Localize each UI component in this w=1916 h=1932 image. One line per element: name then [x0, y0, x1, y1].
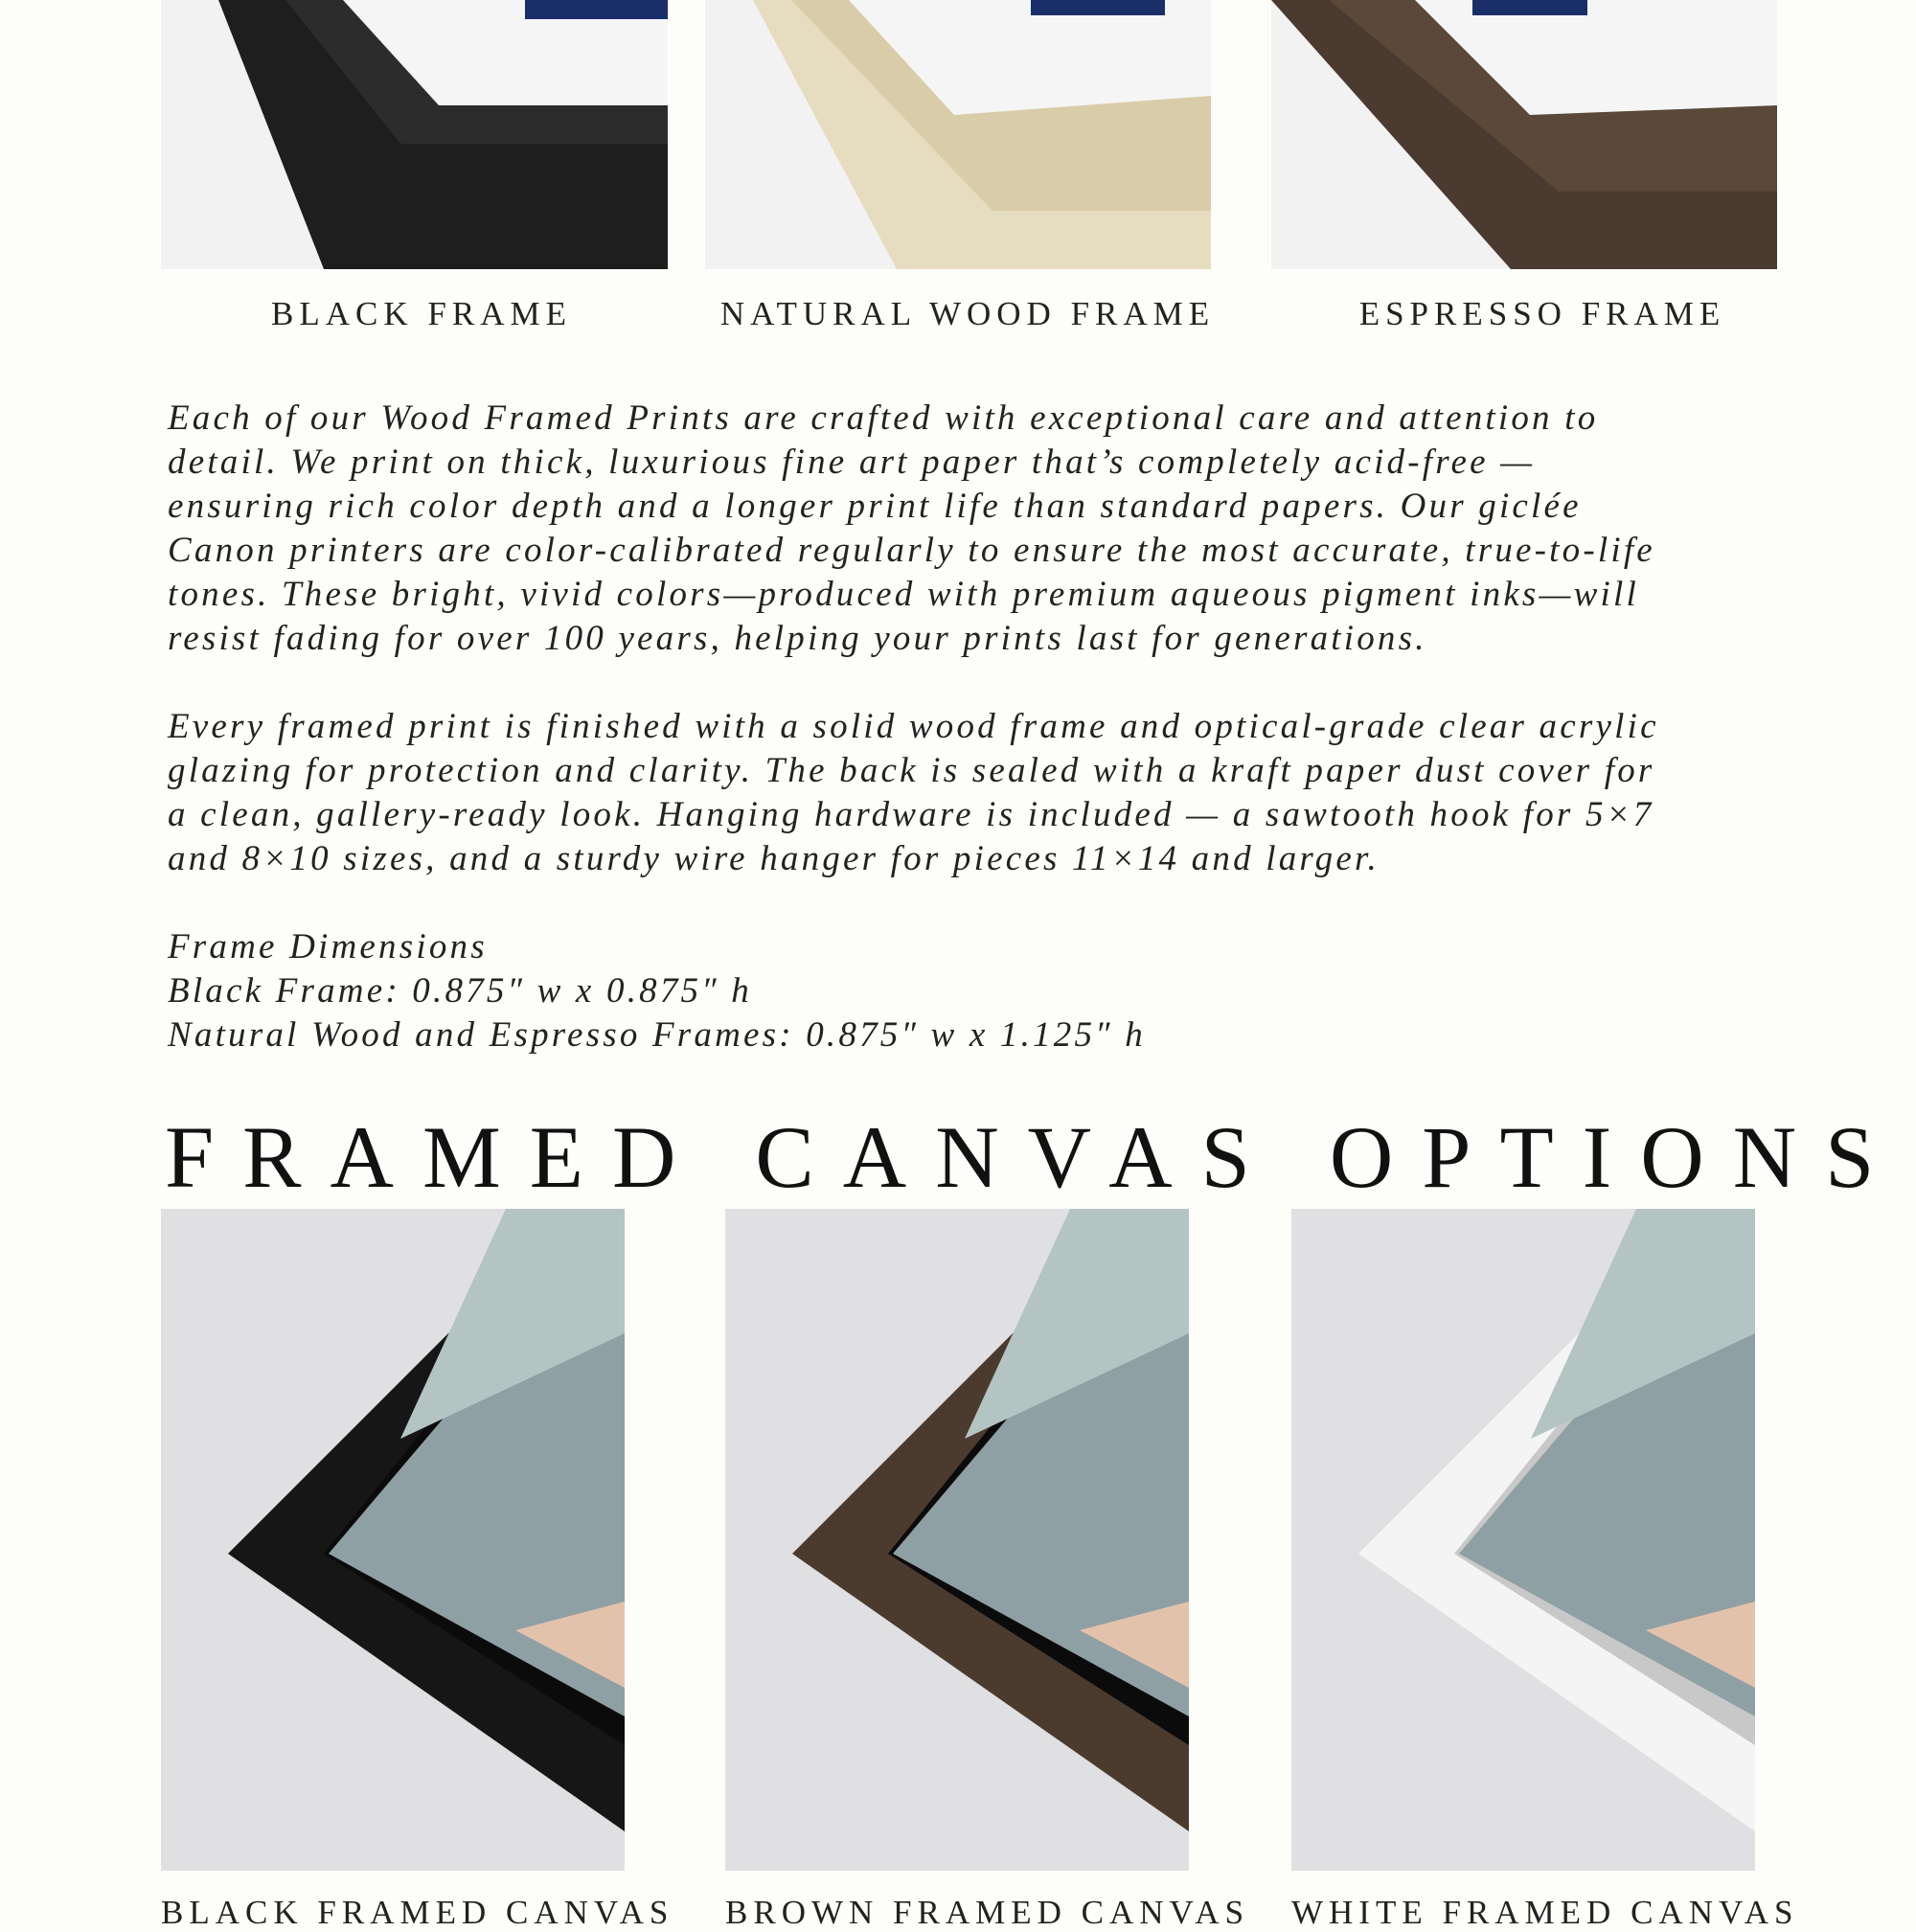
text-line: ensuring rich color depth and a longer print life than standard papers. Our giclée: [168, 487, 1582, 526]
text-line: resist fading for over 100 years, helping your prints last for generations.: [168, 619, 1427, 658]
black-framed-canvas-caption: BLACK FRAMED CANVAS: [161, 1894, 674, 1931]
espresso-frame-caption: ESPRESSO FRAME: [1358, 295, 1726, 332]
dimensions-title: Frame Dimensions: [168, 927, 488, 966]
text-line: tones. These bright, vivid colors—produced with premium aqueous pigment inks—will: [168, 575, 1639, 614]
text-line: and 8×10 sizes, and a sturdy wire hanger for pieces 11×14 and larger.: [168, 839, 1380, 878]
white-framed-canvas-caption: WHITE FRAMED CANVAS: [1291, 1894, 1799, 1931]
brown-framed-canvas-caption: BROWN FRAMED CANVAS: [725, 1894, 1250, 1931]
black-frame-image: [161, 0, 668, 269]
product-description: [168, 397, 1777, 1102]
description-paragraph-2: [168, 705, 1777, 881]
text-line: detail. We print on thick, luxurious fine art paper that’s completely acid-free —: [168, 443, 1536, 482]
natural-wood-frame-image: [705, 0, 1211, 269]
text-line: a clean, gallery-ready look. Hanging hardware is included — a sawtooth hook for 5×7: [168, 795, 1654, 834]
text-line: Every framed print is finished with a solid wood frame and optical-grade clear acrylic: [168, 707, 1659, 746]
frame-dimensions: [168, 925, 1777, 1057]
black-frame-caption: BLACK FRAME: [271, 295, 572, 332]
natural-wood-frame-caption: NATURAL WOOD FRAME: [719, 295, 1216, 332]
brown-framed-canvas-image: [725, 1209, 1189, 1871]
text-line: Canon printers are color-calibrated regularly to ensure the most accurate, true-to-life: [168, 531, 1655, 570]
black-framed-canvas-image: [161, 1209, 625, 1871]
text-line: glazing for protection and clarity. The back is sealed with a kraft paper dust cover for: [168, 751, 1655, 790]
canvas-options-heading: FRAMED CANVAS OPTIONS: [165, 1108, 1904, 1206]
wood-frame-dimensions: Natural Wood and Espresso Frames: 0.875″ w x 1.125″ h: [168, 1015, 1146, 1055]
espresso-frame-image: [1271, 0, 1777, 269]
text-line: Each of our Wood Framed Prints are crafted with exceptional care and attention to: [168, 398, 1599, 438]
white-framed-canvas-image: [1291, 1209, 1755, 1871]
black-frame-dimensions: Black Frame: 0.875″ w x 0.875″ h: [168, 971, 753, 1011]
description-paragraph-1: [168, 397, 1777, 661]
